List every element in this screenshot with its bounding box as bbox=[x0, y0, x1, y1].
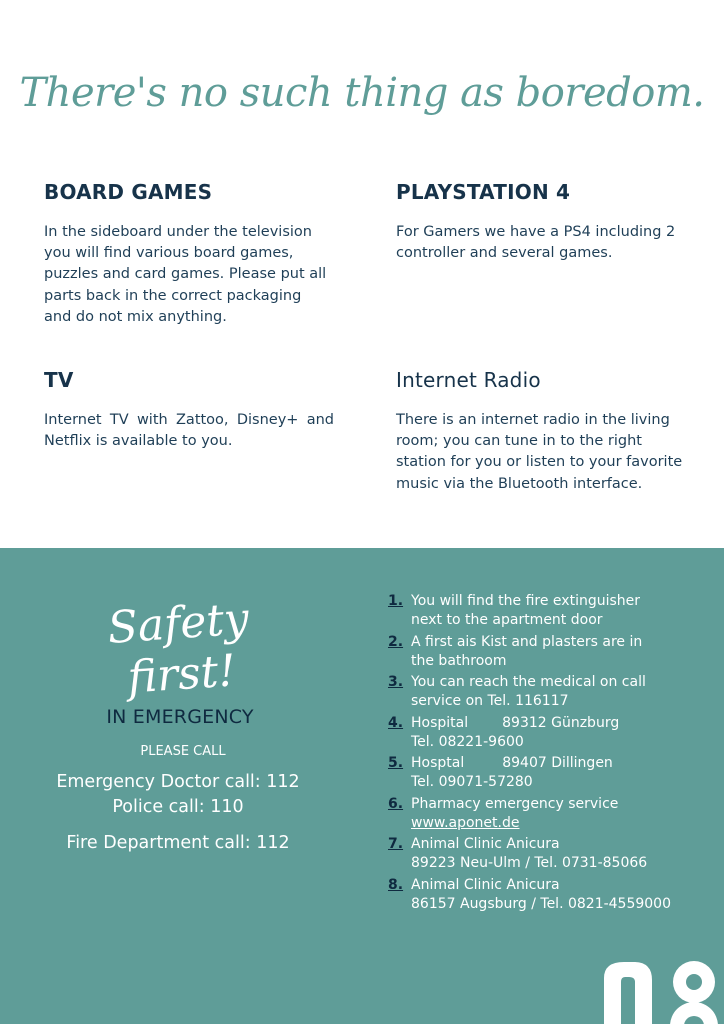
internet-radio-text bbox=[396, 410, 686, 495]
hospital-place: 89312 Günzburg bbox=[502, 714, 620, 731]
list-item-line: Animal Clinic Anicura bbox=[411, 836, 560, 852]
internet-radio-line: There is an internet radio in the living bbox=[396, 412, 670, 428]
brand-logo-icon bbox=[602, 954, 724, 1024]
safety-list-item bbox=[388, 673, 708, 711]
fire-department-number: Fire Department call: 112 bbox=[66, 833, 290, 853]
emergency-doctor-number: Emergency Doctor call: 112 bbox=[56, 772, 300, 792]
list-item-line: A first ais Kist and plasters are in bbox=[411, 633, 643, 650]
list-item-line bbox=[411, 714, 708, 733]
tv-text: Internet TV with Zattoo, Disney+ and Netflix is available to you. bbox=[44, 412, 334, 450]
safety-list-item bbox=[388, 795, 708, 833]
safety-list-item bbox=[388, 714, 708, 752]
list-item-line: You will find the fire extinguisher bbox=[411, 593, 641, 609]
hospital-label: Hospital bbox=[411, 714, 469, 731]
list-item-line: 89223 Neu-Ulm / Tel. 0731-85066 bbox=[411, 855, 648, 871]
safety-list-item bbox=[388, 835, 708, 873]
police-number: Police call: 110 bbox=[112, 797, 244, 817]
playstation-title: PLAYSTATION 4 bbox=[396, 180, 571, 204]
board-games-line: parts back in the correct packaging bbox=[44, 287, 302, 304]
list-item-line: Tel. 09071-57280 bbox=[411, 774, 533, 790]
playstation-line: For Gamers we have a PS4 including 2 bbox=[396, 224, 676, 240]
please-call-label: PLEASE CALL bbox=[140, 744, 226, 759]
list-number: 4. bbox=[388, 714, 404, 731]
list-number: 1. bbox=[388, 593, 404, 609]
list-number: 7. bbox=[388, 836, 404, 852]
list-item-line: the bathroom bbox=[411, 652, 507, 669]
safety-list-item bbox=[388, 876, 708, 914]
hospital-place: 89407 Dillingen bbox=[502, 755, 613, 771]
board-games-line: and do not mix anything. bbox=[44, 308, 227, 325]
safety-title: Safety first! bbox=[105, 593, 251, 704]
internet-radio-title: Internet Radio bbox=[396, 368, 541, 392]
board-games-line: puzzles and card games. Please put all bbox=[44, 266, 327, 283]
playstation-line: controller and several games. bbox=[396, 245, 613, 262]
list-number: 2. bbox=[388, 633, 404, 650]
board-games-title: BOARD GAMES bbox=[44, 180, 213, 204]
internet-radio-line: station for you or listen to your favorite bbox=[396, 454, 683, 471]
tv-title: TV bbox=[44, 368, 74, 392]
safety-list-item bbox=[388, 592, 708, 630]
page-headline: There's no such thing as boredom. bbox=[19, 70, 705, 116]
safety-list bbox=[388, 592, 708, 916]
list-number: 8. bbox=[388, 876, 404, 893]
list-item-line: service on Tel. 116117 bbox=[411, 693, 569, 709]
internet-radio-line: room; you can tune in to the right bbox=[396, 433, 642, 450]
playstation-section bbox=[396, 180, 686, 264]
list-item-line bbox=[411, 754, 708, 773]
board-games-line: you will find various board games, bbox=[44, 245, 294, 262]
list-item-line: You can reach the medical on call bbox=[411, 674, 646, 690]
board-games-line: In the sideboard under the television bbox=[44, 224, 312, 240]
board-games-text bbox=[44, 222, 334, 328]
aponet-link[interactable]: www.aponet.de bbox=[411, 814, 520, 831]
tv-section bbox=[44, 368, 334, 452]
playstation-text bbox=[396, 222, 686, 264]
hospital-label: Hosptal bbox=[411, 755, 465, 771]
list-item-line: 86157 Augsburg / Tel. 0821-4559000 bbox=[411, 895, 671, 912]
safety-list-item bbox=[388, 754, 708, 792]
list-item-line: next to the apartment door bbox=[411, 612, 603, 628]
list-item-line: Pharmacy emergency service bbox=[411, 795, 619, 812]
internet-radio-line: music via the Bluetooth interface. bbox=[396, 475, 643, 492]
safety-section bbox=[0, 548, 724, 1024]
list-item-line: Animal Clinic Anicura bbox=[411, 876, 560, 893]
list-number: 6. bbox=[388, 795, 404, 812]
board-games-section bbox=[44, 180, 334, 328]
emergency-heading: IN EMERGENCY bbox=[106, 706, 254, 728]
list-number: 5. bbox=[388, 755, 404, 771]
internet-radio-section bbox=[396, 368, 686, 495]
safety-list-item bbox=[388, 633, 708, 671]
list-number: 3. bbox=[388, 674, 404, 690]
list-item-line: Tel. 08221-9600 bbox=[411, 733, 524, 750]
